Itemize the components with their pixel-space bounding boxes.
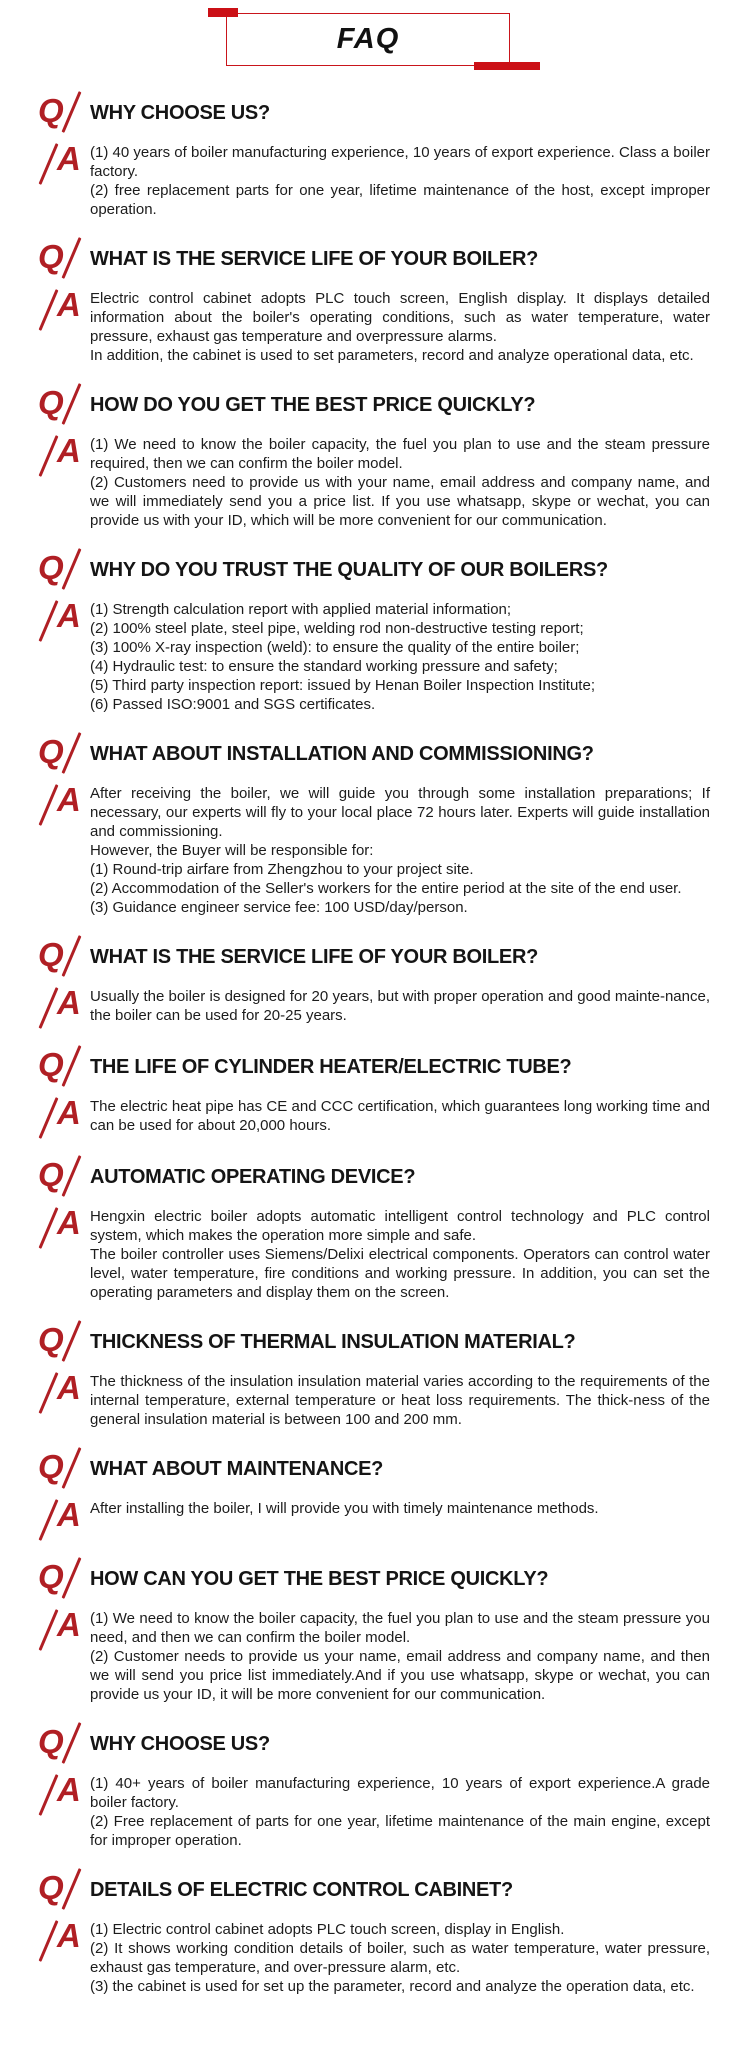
- question-heading: HOW DO YOU GET THE BEST PRICE QUICKLY?: [90, 394, 536, 416]
- slash-icon: [61, 1320, 81, 1362]
- question-marker: [36, 1559, 90, 1599]
- faq-section: [36, 734, 710, 917]
- answer-row: [36, 1095, 710, 1137]
- answer-paragraph: (1) Round-trip airfare from Zhengzhou to your project site.: [90, 861, 474, 878]
- answer-paragraph: (5) Third party inspection report: issued by Henan Boiler Inspection Institute;: [90, 677, 595, 694]
- question-marker: [36, 937, 90, 977]
- answer-marker-letter: A: [57, 1204, 81, 1241]
- answer-paragraph: However, the Buyer will be responsible for:: [90, 842, 374, 859]
- slash-icon: [39, 1774, 59, 1816]
- answer-marker-letter: A: [57, 984, 81, 1021]
- answer-marker-letter: A: [57, 1369, 81, 1406]
- header-accent-bar-top-left: [208, 8, 238, 17]
- slash-icon: [39, 1372, 59, 1414]
- question-row: [36, 1559, 710, 1599]
- question-marker-letter: Q: [38, 1723, 64, 1760]
- answer-text: [90, 1607, 710, 1704]
- answer-marker-letter: A: [57, 1771, 81, 1808]
- answer-text: [90, 141, 710, 219]
- faq-section: [36, 385, 710, 530]
- answer-text: [90, 1370, 710, 1429]
- question-marker-letter: Q: [38, 1046, 64, 1083]
- slash-icon: [39, 600, 59, 642]
- question-marker: [36, 1322, 90, 1362]
- answer-paragraph: (4) Hydraulic test: to ensure the standard working pressure and safety;: [90, 658, 558, 675]
- question-row: [36, 1449, 710, 1489]
- question-row: [36, 1870, 710, 1910]
- answer-paragraph: Usually the boiler is designed for 20 years, but with proper operation and good mainte-nance, the boiler can be used for 20-25 years.: [90, 988, 710, 1024]
- answer-text: [90, 1205, 710, 1302]
- faq-section: [36, 1047, 710, 1137]
- answer-marker: [36, 782, 90, 822]
- answer-marker-letter: A: [57, 1606, 81, 1643]
- question-heading: THE LIFE OF CYLINDER HEATER/ELECTRIC TUBE?: [90, 1056, 572, 1078]
- question-row: [36, 1047, 710, 1087]
- slash-icon: [39, 784, 59, 826]
- question-row: [36, 1157, 710, 1197]
- answer-marker-letter: A: [57, 1917, 81, 1954]
- faq-section: [36, 1157, 710, 1302]
- faq-section: [36, 1870, 710, 1996]
- slash-icon: [39, 1920, 59, 1962]
- faq-section: [36, 1724, 710, 1850]
- answer-row: [36, 1772, 710, 1850]
- answer-marker: [36, 1918, 90, 1958]
- answer-marker-letter: A: [57, 140, 81, 177]
- question-marker: [36, 385, 90, 425]
- question-marker: [36, 1449, 90, 1489]
- answer-paragraph: After receiving the boiler, we will guide you through some installation preparations; If necessary, our experts will fly to your local place 72 hours later. Experts will guide installation and commissioning.: [90, 785, 710, 840]
- faq-section: [36, 239, 710, 365]
- answer-row: [36, 141, 710, 219]
- question-marker: [36, 1870, 90, 1910]
- faq-section: [36, 1559, 710, 1704]
- answer-paragraph: The boiler controller uses Siemens/Delixi electrical components. Operators can control water level, water temperature, fire conditions and working pressure. In addition, you can set the operating parameters and display them on the screen.: [90, 1246, 710, 1301]
- answer-text: [90, 985, 710, 1027]
- slash-icon: [61, 237, 81, 279]
- answer-paragraph: (1) We need to know the boiler capacity, the fuel you plan to use and the steam pressure required, then we can confirm the boiler model.: [90, 436, 710, 472]
- answer-paragraph: (2) Customer needs to provide us your name, email address and company name, and then we will send you price list immediately.And if you use whatsapp, skype or wechat, you can provide us your ID, it will be more convenient for our communication.: [90, 1648, 710, 1703]
- answer-text: [90, 1497, 710, 1539]
- question-heading: WHAT ABOUT MAINTENANCE?: [90, 1458, 384, 1480]
- answer-marker-letter: A: [57, 432, 81, 469]
- question-marker-letter: Q: [38, 1869, 64, 1906]
- answer-marker: [36, 598, 90, 638]
- slash-icon: [61, 1155, 81, 1197]
- answer-paragraph: (3) 100% X-ray inspection (weld): to ensure the quality of the entire boiler;: [90, 639, 580, 656]
- answer-marker-letter: A: [57, 597, 81, 634]
- answer-marker: [36, 1370, 90, 1410]
- question-heading: WHAT ABOUT INSTALLATION AND COMMISSIONING?: [90, 743, 594, 765]
- faq-section: [36, 93, 710, 219]
- question-marker-letter: Q: [38, 1448, 64, 1485]
- answer-marker: [36, 1772, 90, 1812]
- answer-paragraph: (2) Customers need to provide us with your name, email address and company name, and we will immediately send you a price list. If you use whatsapp, skype or wechat, you can provide us with your ID, which will be more convenient for our communication.: [90, 474, 710, 529]
- answer-marker: [36, 1095, 90, 1135]
- slash-icon: [39, 1097, 59, 1139]
- answer-marker-letter: A: [57, 781, 81, 818]
- faq-list: [0, 66, 750, 2046]
- slash-icon: [39, 289, 59, 331]
- slash-icon: [61, 1447, 81, 1489]
- answer-marker-letter: A: [57, 1496, 81, 1533]
- slash-icon: [39, 435, 59, 477]
- answer-paragraph: (1) 40 years of boiler manufacturing experience, 10 years of export experience. Class a boiler factory.: [90, 144, 710, 180]
- question-marker-letter: Q: [38, 384, 64, 421]
- answer-paragraph: In addition, the cabinet is used to set parameters, record and analyze operational data, etc.: [90, 347, 694, 364]
- slash-icon: [61, 1557, 81, 1599]
- question-marker: [36, 550, 90, 590]
- answer-marker-letter: A: [57, 1094, 81, 1131]
- answer-paragraph: (1) Electric control cabinet adopts PLC touch screen, display in English.: [90, 1921, 565, 1938]
- slash-icon: [61, 1868, 81, 1910]
- slash-icon: [61, 1045, 81, 1087]
- question-row: [36, 937, 710, 977]
- slash-icon: [39, 987, 59, 1029]
- answer-row: [36, 1497, 710, 1539]
- answer-paragraph: Hengxin electric boiler adopts automatic intelligent control technology and PLC control system, which makes the operation more simple and safe.: [90, 1208, 710, 1244]
- question-marker: [36, 1157, 90, 1197]
- answer-paragraph: The electric heat pipe has CE and CCC certification, which guarantees long working time and can be used for about 20,000 hours.: [90, 1098, 710, 1134]
- answer-row: [36, 598, 710, 714]
- answer-row: [36, 287, 710, 365]
- answer-paragraph: (2) Free replacement of parts for one year, lifetime maintenance of the main engine, except for improper operation.: [90, 1813, 710, 1849]
- answer-paragraph: (1) Strength calculation report with applied material information;: [90, 601, 512, 618]
- answer-paragraph: (3) the cabinet is used for set up the parameter, record and analyze the operation data, etc.: [90, 1978, 695, 1995]
- question-heading: DETAILS OF ELECTRIC CONTROL CABINET?: [90, 1879, 513, 1901]
- question-heading: WHY CHOOSE US?: [90, 1733, 270, 1755]
- answer-paragraph: (2) 100% steel plate, steel pipe, welding rod non-destructive testing report;: [90, 620, 584, 637]
- question-marker-letter: Q: [38, 92, 64, 129]
- question-heading: WHY CHOOSE US?: [90, 102, 270, 124]
- slash-icon: [61, 548, 81, 590]
- answer-paragraph: (2) Accommodation of the Seller's workers for the entire period at the site of the end user.: [90, 880, 682, 897]
- answer-marker: [36, 433, 90, 473]
- answer-marker: [36, 1497, 90, 1537]
- answer-row: [36, 1370, 710, 1429]
- answer-marker-letter: A: [57, 286, 81, 323]
- answer-row: [36, 782, 710, 917]
- answer-marker: [36, 1607, 90, 1647]
- question-heading: HOW CAN YOU GET THE BEST PRICE QUICKLY?: [90, 1568, 549, 1590]
- answer-row: [36, 1918, 710, 1996]
- question-heading: WHAT IS THE SERVICE LIFE OF YOUR BOILER?: [90, 946, 539, 968]
- question-heading: AUTOMATIC OPERATING DEVICE?: [90, 1166, 416, 1188]
- question-row: [36, 385, 710, 425]
- answer-text: [90, 1772, 710, 1850]
- header-accent-bar-bottom-right: [474, 62, 540, 70]
- question-marker-letter: Q: [38, 1558, 64, 1595]
- answer-paragraph: After installing the boiler, I will provide you with timely maintenance methods.: [90, 1500, 599, 1517]
- answer-paragraph: (1) We need to know the boiler capacity, the fuel you plan to use and the steam pressure you need, and then we can confirm the boiler model.: [90, 1610, 710, 1646]
- faq-section: [36, 1449, 710, 1539]
- question-row: [36, 734, 710, 774]
- question-row: [36, 1724, 710, 1764]
- answer-marker: [36, 287, 90, 327]
- answer-text: [90, 1095, 710, 1137]
- faq-section: [36, 550, 710, 714]
- question-marker: [36, 239, 90, 279]
- question-row: [36, 550, 710, 590]
- question-marker-letter: Q: [38, 733, 64, 770]
- answer-row: [36, 1607, 710, 1704]
- answer-text: [90, 287, 710, 365]
- answer-text: [90, 782, 710, 917]
- question-row: [36, 1322, 710, 1362]
- page-title: FAQ: [336, 23, 400, 55]
- faq-header: [226, 13, 510, 66]
- slash-icon: [61, 935, 81, 977]
- answer-row: [36, 433, 710, 530]
- answer-text: [90, 598, 710, 714]
- question-marker-letter: Q: [38, 238, 64, 275]
- answer-text: [90, 1918, 710, 1996]
- answer-paragraph: Electric control cabinet adopts PLC touch screen, English display. It displays detailed information about the boiler's operating conditions, such as water temperature, water pressure, exhaust gas temperature and overpressure alarms.: [90, 290, 710, 345]
- answer-row: [36, 1205, 710, 1302]
- slash-icon: [61, 732, 81, 774]
- answer-paragraph: (6) Passed ISO:9001 and SGS certificates.: [90, 696, 376, 713]
- answer-paragraph: (2) free replacement parts for one year, lifetime maintenance of the host, except improper operation.: [90, 182, 710, 218]
- question-heading: WHY DO YOU TRUST THE QUALITY OF OUR BOILERS?: [90, 559, 608, 581]
- answer-paragraph: The thickness of the insulation insulation material varies according to the requirements of the internal temperature, external temperature or heat loss requirements. The thick-ness of the general insulation material is between 100 and 200 mm.: [90, 1373, 710, 1428]
- faq-section: [36, 1322, 710, 1429]
- question-marker-letter: Q: [38, 549, 64, 586]
- slash-icon: [39, 1207, 59, 1249]
- slash-icon: [61, 91, 81, 133]
- answer-text: [90, 433, 710, 530]
- question-marker-letter: Q: [38, 1156, 64, 1193]
- slash-icon: [39, 1499, 59, 1541]
- question-marker-letter: Q: [38, 1321, 64, 1358]
- question-marker: [36, 93, 90, 133]
- answer-row: [36, 985, 710, 1027]
- slash-icon: [39, 1609, 59, 1651]
- answer-marker: [36, 1205, 90, 1245]
- slash-icon: [61, 383, 81, 425]
- question-row: [36, 93, 710, 133]
- question-marker: [36, 734, 90, 774]
- answer-marker: [36, 985, 90, 1025]
- question-marker: [36, 1724, 90, 1764]
- question-marker: [36, 1047, 90, 1087]
- faq-section: [36, 937, 710, 1027]
- question-row: [36, 239, 710, 279]
- slash-icon: [39, 143, 59, 185]
- slash-icon: [61, 1722, 81, 1764]
- question-marker-letter: Q: [38, 936, 64, 973]
- answer-paragraph: (1) 40+ years of boiler manufacturing experience, 10 years of export experience.A grade boiler factory.: [90, 1775, 710, 1811]
- answer-marker: [36, 141, 90, 181]
- question-heading: THICKNESS OF THERMAL INSULATION MATERIAL?: [90, 1331, 576, 1353]
- answer-paragraph: (3) Guidance engineer service fee: 100 USD/day/person.: [90, 899, 468, 916]
- answer-paragraph: (2) It shows working condition details of boiler, such as water temperature, water pressure, exhaust gas temperature, and over-pressure alarm, etc.: [90, 1940, 710, 1976]
- question-heading: WHAT IS THE SERVICE LIFE OF YOUR BOILER?: [90, 248, 539, 270]
